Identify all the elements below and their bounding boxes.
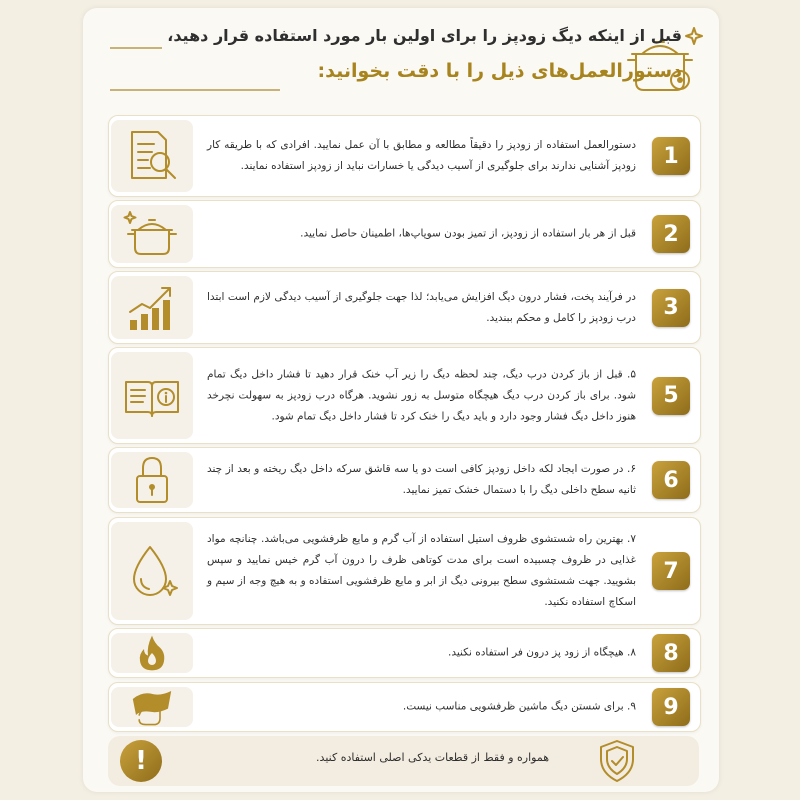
- item-text: ۸. هیچگاه از زود پز درون فر استفاده نکنید.: [447, 646, 636, 659]
- header-rule-bottom: [110, 89, 280, 91]
- item-text: ۹. برای شستن دیگ ماشین ظرفشویی مناسب نیست.: [402, 700, 636, 713]
- item-number-badge: 2: [652, 215, 690, 253]
- item-text: ۵. قبل از باز کردن درب دیگ، چند لحظه دیگ را زیر آب خنک قرار دهید تا فشار داخل دیگ تمام شود. برای باز کردن درب دیگ هیچگاه متوسل به زور نشوید. هرگاه درب زودپز به سهولت نچرخد هنوز داخل دیگ فشار وجود دارد و باید دیگ را خنک کرد تا فشار داخل دیگ تمام شود.: [207, 368, 636, 422]
- item-number-badge: 3: [652, 289, 690, 327]
- warning-icon: !: [120, 740, 162, 782]
- list-item-1: [108, 115, 701, 197]
- list-item-7: [108, 517, 701, 625]
- list-item-3: [108, 271, 701, 344]
- item-text: ۷. بهترین راه شستشوی ظروف استیل استفاده از آب گرم و مایع ظرفشویی می‌باشد. چنانچه مواد غذایی در ظروف چسبیده است برای مدت کوتاهی ظرف را درون آب گرم خیس نمایید و سپس بشویید. جهت شستشوی سطح بیرونی دیگ از ابر و مایع ظرفشویی استفاده و به هیچ وجه از سیم و اسکاچ استفاده نکنید.: [207, 533, 636, 608]
- footer-note: [108, 736, 699, 786]
- shield-check-icon: [595, 738, 639, 784]
- item-number-badge: 9: [652, 688, 690, 726]
- footer-text: همواره و فقط از قطعات یدکی اصلی استفاده کنید.: [316, 751, 549, 764]
- water-drop-sparkle-icon: [122, 541, 182, 601]
- item-text: در فرآیند پخت، فشار درون دیگ افزایش می‌یابد؛ لذا جهت جلوگیری از آسیب دیدگی لازم است ابتدا درب زودپز را کامل و محکم ببندید.: [207, 290, 636, 324]
- hand-wiping-icon: [128, 683, 176, 731]
- item-number-badge: 6: [652, 461, 690, 499]
- open-book-info-icon: [122, 366, 182, 426]
- item-number-badge: 5: [652, 377, 690, 415]
- header-title-line1: قبل از اینکه دیگ زودپز را برای اولین بار مورد استفاده قرار دهید،: [167, 26, 682, 45]
- list-item-6: [108, 447, 701, 513]
- item-number-badge: 1: [652, 137, 690, 175]
- growth-chart-icon: [122, 278, 182, 338]
- list-item-8: [108, 628, 701, 678]
- item-text: ۶. در صورت ایجاد لکه داخل زودپز کافی است دو یا سه قاشق سرکه داخل دیگ ریخته و بعد از چند ثانیه سطح داخلی دیگ را با دستمال خشک تمیز نمایید.: [207, 463, 636, 496]
- padlock-icon: [122, 450, 182, 510]
- list-item-5: [108, 347, 701, 444]
- item-text: قبل از هر بار استفاده از زودپز، از تمیز بودن سوپاپ‌ها، اطمینان حاصل نمایید.: [300, 227, 636, 240]
- item-number-badge: 7: [652, 552, 690, 590]
- list-item-2: [108, 200, 701, 268]
- item-number-badge: 8: [652, 634, 690, 672]
- header-rule-top: [110, 47, 162, 49]
- item-text: دستورالعمل استفاده از زودپز را دقیقاً مطالعه و مطابق با آن عمل نمایید. افرادی که با طریقه کار زودپز آشنایی ندارند برای جلوگیری از آسیب دیدگی یا خسارات نباید از زودپز استفاده نمایند.: [207, 139, 636, 172]
- flame-icon: [132, 633, 172, 673]
- pot-sparkle-icon: [122, 204, 182, 264]
- list-item-9: [108, 682, 701, 732]
- document-magnifier-icon: [122, 126, 182, 186]
- header-title-line2: دستورالعمل‌های ذیل را با دقت بخوانید:: [317, 60, 682, 82]
